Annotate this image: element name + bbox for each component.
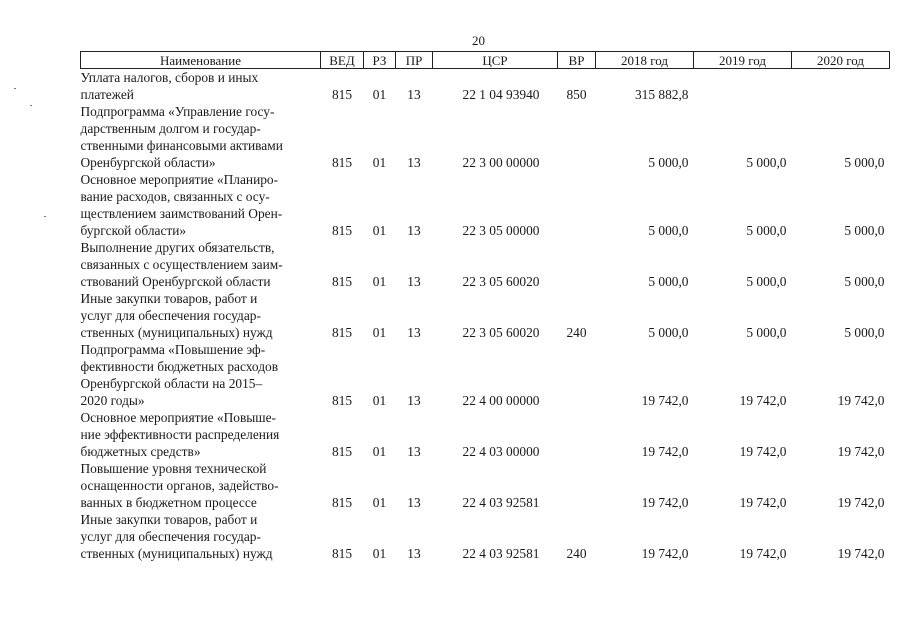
scan-speck (30, 105, 32, 106)
row-rz: 01 (372, 87, 387, 102)
row-vr (558, 409, 596, 460)
row-name-line: Оренбургской области» (80, 155, 216, 170)
row-vr (558, 171, 596, 239)
row-name-line: ществлением заимствований Орен- (80, 206, 283, 221)
row-2020: 19 742,0 (837, 546, 885, 561)
row-2020: 5 000,0 (844, 274, 885, 289)
row-2019: 5 000,0 (746, 274, 787, 289)
row-2018: 19 742,0 (641, 393, 689, 408)
row-vr: 850 (566, 87, 587, 102)
row-csr: 22 4 03 92581 (462, 546, 540, 561)
row-name-line: ственных (муниципальных) нужд (80, 325, 273, 340)
row-vr (558, 341, 596, 409)
row-rz: 01 (372, 546, 387, 561)
header-name: Наименование (81, 52, 321, 69)
row-2018: 19 742,0 (641, 546, 689, 561)
row-name-line: Повышение уровня технической (80, 461, 267, 476)
header-pr: ПР (396, 52, 433, 69)
row-ved: 815 (331, 155, 353, 170)
row-name-line: ванных в бюджетном процессе (80, 495, 257, 510)
row-name-line: дарственным долгом и государ- (80, 121, 261, 136)
table-row (81, 171, 890, 239)
row-rz: 01 (372, 444, 387, 459)
row-2018: 315 882,8 (634, 87, 689, 102)
row-rz: 01 (372, 495, 387, 510)
row-name-line: фективности бюджетных расходов (80, 359, 279, 374)
row-name-line: Подпрограмма «Повышение эф- (80, 342, 266, 357)
scan-speck (44, 216, 46, 217)
table-row (81, 409, 890, 460)
row-vr (558, 103, 596, 171)
row-name-line: ственными финансовыми активами (80, 138, 283, 153)
row-rz: 01 (372, 155, 387, 170)
row-csr: 22 1 04 93940 (462, 87, 540, 102)
row-name-line: вание расходов, связанных с осу- (80, 189, 270, 204)
row-pr: 13 (407, 495, 421, 510)
row-csr: 22 3 05 60020 (462, 325, 540, 340)
row-2020: 19 742,0 (837, 444, 885, 459)
row-2020: 19 742,0 (837, 495, 885, 510)
row-name-line: Основное мероприятие «Планиро- (80, 172, 279, 187)
row-ved: 815 (331, 444, 353, 459)
row-2018: 19 742,0 (641, 444, 689, 459)
row-ved: 815 (331, 274, 353, 289)
row-name (81, 290, 321, 341)
row-pr: 13 (407, 325, 421, 340)
row-pr: 13 (407, 87, 421, 102)
header-ved: ВЕД (321, 52, 364, 69)
row-rz: 01 (372, 393, 387, 408)
row-name-line: Выполнение других обязательств, (80, 240, 275, 255)
row-name (81, 239, 321, 290)
row-name (81, 460, 321, 511)
row-name (81, 103, 321, 171)
row-name (81, 511, 321, 562)
row-vr: 240 (566, 546, 587, 561)
row-pr: 13 (407, 546, 421, 561)
row-rz: 01 (372, 223, 387, 238)
header-csr: ЦСР (433, 52, 558, 69)
row-name (81, 69, 321, 104)
row-name-line: оснащенности органов, задейство- (80, 478, 279, 493)
row-2018: 5 000,0 (648, 223, 689, 238)
row-rz: 01 (372, 274, 387, 289)
row-name-line: платежей (80, 87, 134, 102)
row-pr: 13 (407, 155, 421, 170)
row-name (81, 341, 321, 409)
row-2019: 19 742,0 (739, 393, 787, 408)
row-name-line: Оренбургской области на 2015– (80, 376, 263, 391)
scan-speck (14, 88, 16, 89)
row-csr: 22 3 05 60020 (462, 274, 540, 289)
row-2019: 19 742,0 (739, 495, 787, 510)
row-name-line: бюджетных средств» (80, 444, 201, 459)
row-2019: 5 000,0 (746, 325, 787, 340)
row-ved: 815 (331, 87, 353, 102)
row-2018: 19 742,0 (641, 495, 689, 510)
row-name-line: услуг для обеспечения государ- (80, 529, 261, 544)
row-pr: 13 (407, 274, 421, 289)
row-csr: 22 3 00 00000 (462, 155, 540, 170)
header-rz: РЗ (364, 52, 396, 69)
row-name-line: ние эффективности распределения (80, 427, 280, 442)
row-ved: 815 (331, 325, 353, 340)
header-2020: 2020 год (792, 52, 890, 69)
page-number: 20 (472, 33, 485, 48)
table-row (81, 103, 890, 171)
table-header-row (81, 52, 890, 69)
row-name-line: Иные закупки товаров, работ и (80, 512, 258, 527)
header-2018: 2018 год (596, 52, 694, 69)
row-vr (558, 239, 596, 290)
header-2019: 2019 год (694, 52, 792, 69)
table-row (81, 511, 890, 562)
row-2020: 5 000,0 (844, 223, 885, 238)
row-name-line: Подпрограмма «Управление госу- (80, 104, 275, 119)
row-pr: 13 (407, 393, 421, 408)
row-2018: 5 000,0 (648, 325, 689, 340)
row-vr (558, 460, 596, 511)
row-2019: 19 742,0 (739, 546, 787, 561)
row-2020: 5 000,0 (844, 155, 885, 170)
row-name-line: услуг для обеспечения государ- (80, 308, 261, 323)
row-pr: 13 (407, 444, 421, 459)
row-name-line: 2020 годы» (80, 393, 145, 408)
row-ved: 815 (331, 393, 353, 408)
row-2018: 5 000,0 (648, 155, 689, 170)
table-row (81, 69, 890, 104)
row-pr: 13 (407, 223, 421, 238)
row-name-line: Иные закупки товаров, работ и (80, 291, 258, 306)
table-row (81, 239, 890, 290)
row-2019: 5 000,0 (746, 223, 787, 238)
header-vr: ВР (558, 52, 596, 69)
row-2019 (694, 69, 792, 104)
row-name-line: Основное мероприятие «Повыше- (80, 410, 277, 425)
row-vr: 240 (566, 325, 587, 340)
table-row (81, 290, 890, 341)
row-2020 (792, 69, 890, 104)
row-ved: 815 (331, 546, 353, 561)
row-2020: 5 000,0 (844, 325, 885, 340)
row-csr: 22 4 03 92581 (462, 495, 540, 510)
row-name-line: ствований Оренбургской области (80, 274, 271, 289)
row-ved: 815 (331, 223, 353, 238)
row-2019: 5 000,0 (746, 155, 787, 170)
row-2019: 19 742,0 (739, 444, 787, 459)
row-rz: 01 (372, 325, 387, 340)
row-name-line: бургской области» (80, 223, 187, 238)
row-csr: 22 4 03 00000 (462, 444, 540, 459)
row-name-line: Уплата налогов, сборов и иных (80, 70, 259, 85)
row-2020: 19 742,0 (837, 393, 885, 408)
table-row (81, 341, 890, 409)
budget-table (80, 51, 890, 562)
row-ved: 815 (331, 495, 353, 510)
row-name-line: ственных (муниципальных) нужд (80, 546, 273, 561)
row-csr: 22 4 00 00000 (462, 393, 540, 408)
row-csr: 22 3 05 00000 (462, 223, 540, 238)
row-2018: 5 000,0 (648, 274, 689, 289)
row-name (81, 171, 321, 239)
row-name (81, 409, 321, 460)
row-name-line: связанных с осуществлением заим- (80, 257, 283, 272)
table-row (81, 460, 890, 511)
